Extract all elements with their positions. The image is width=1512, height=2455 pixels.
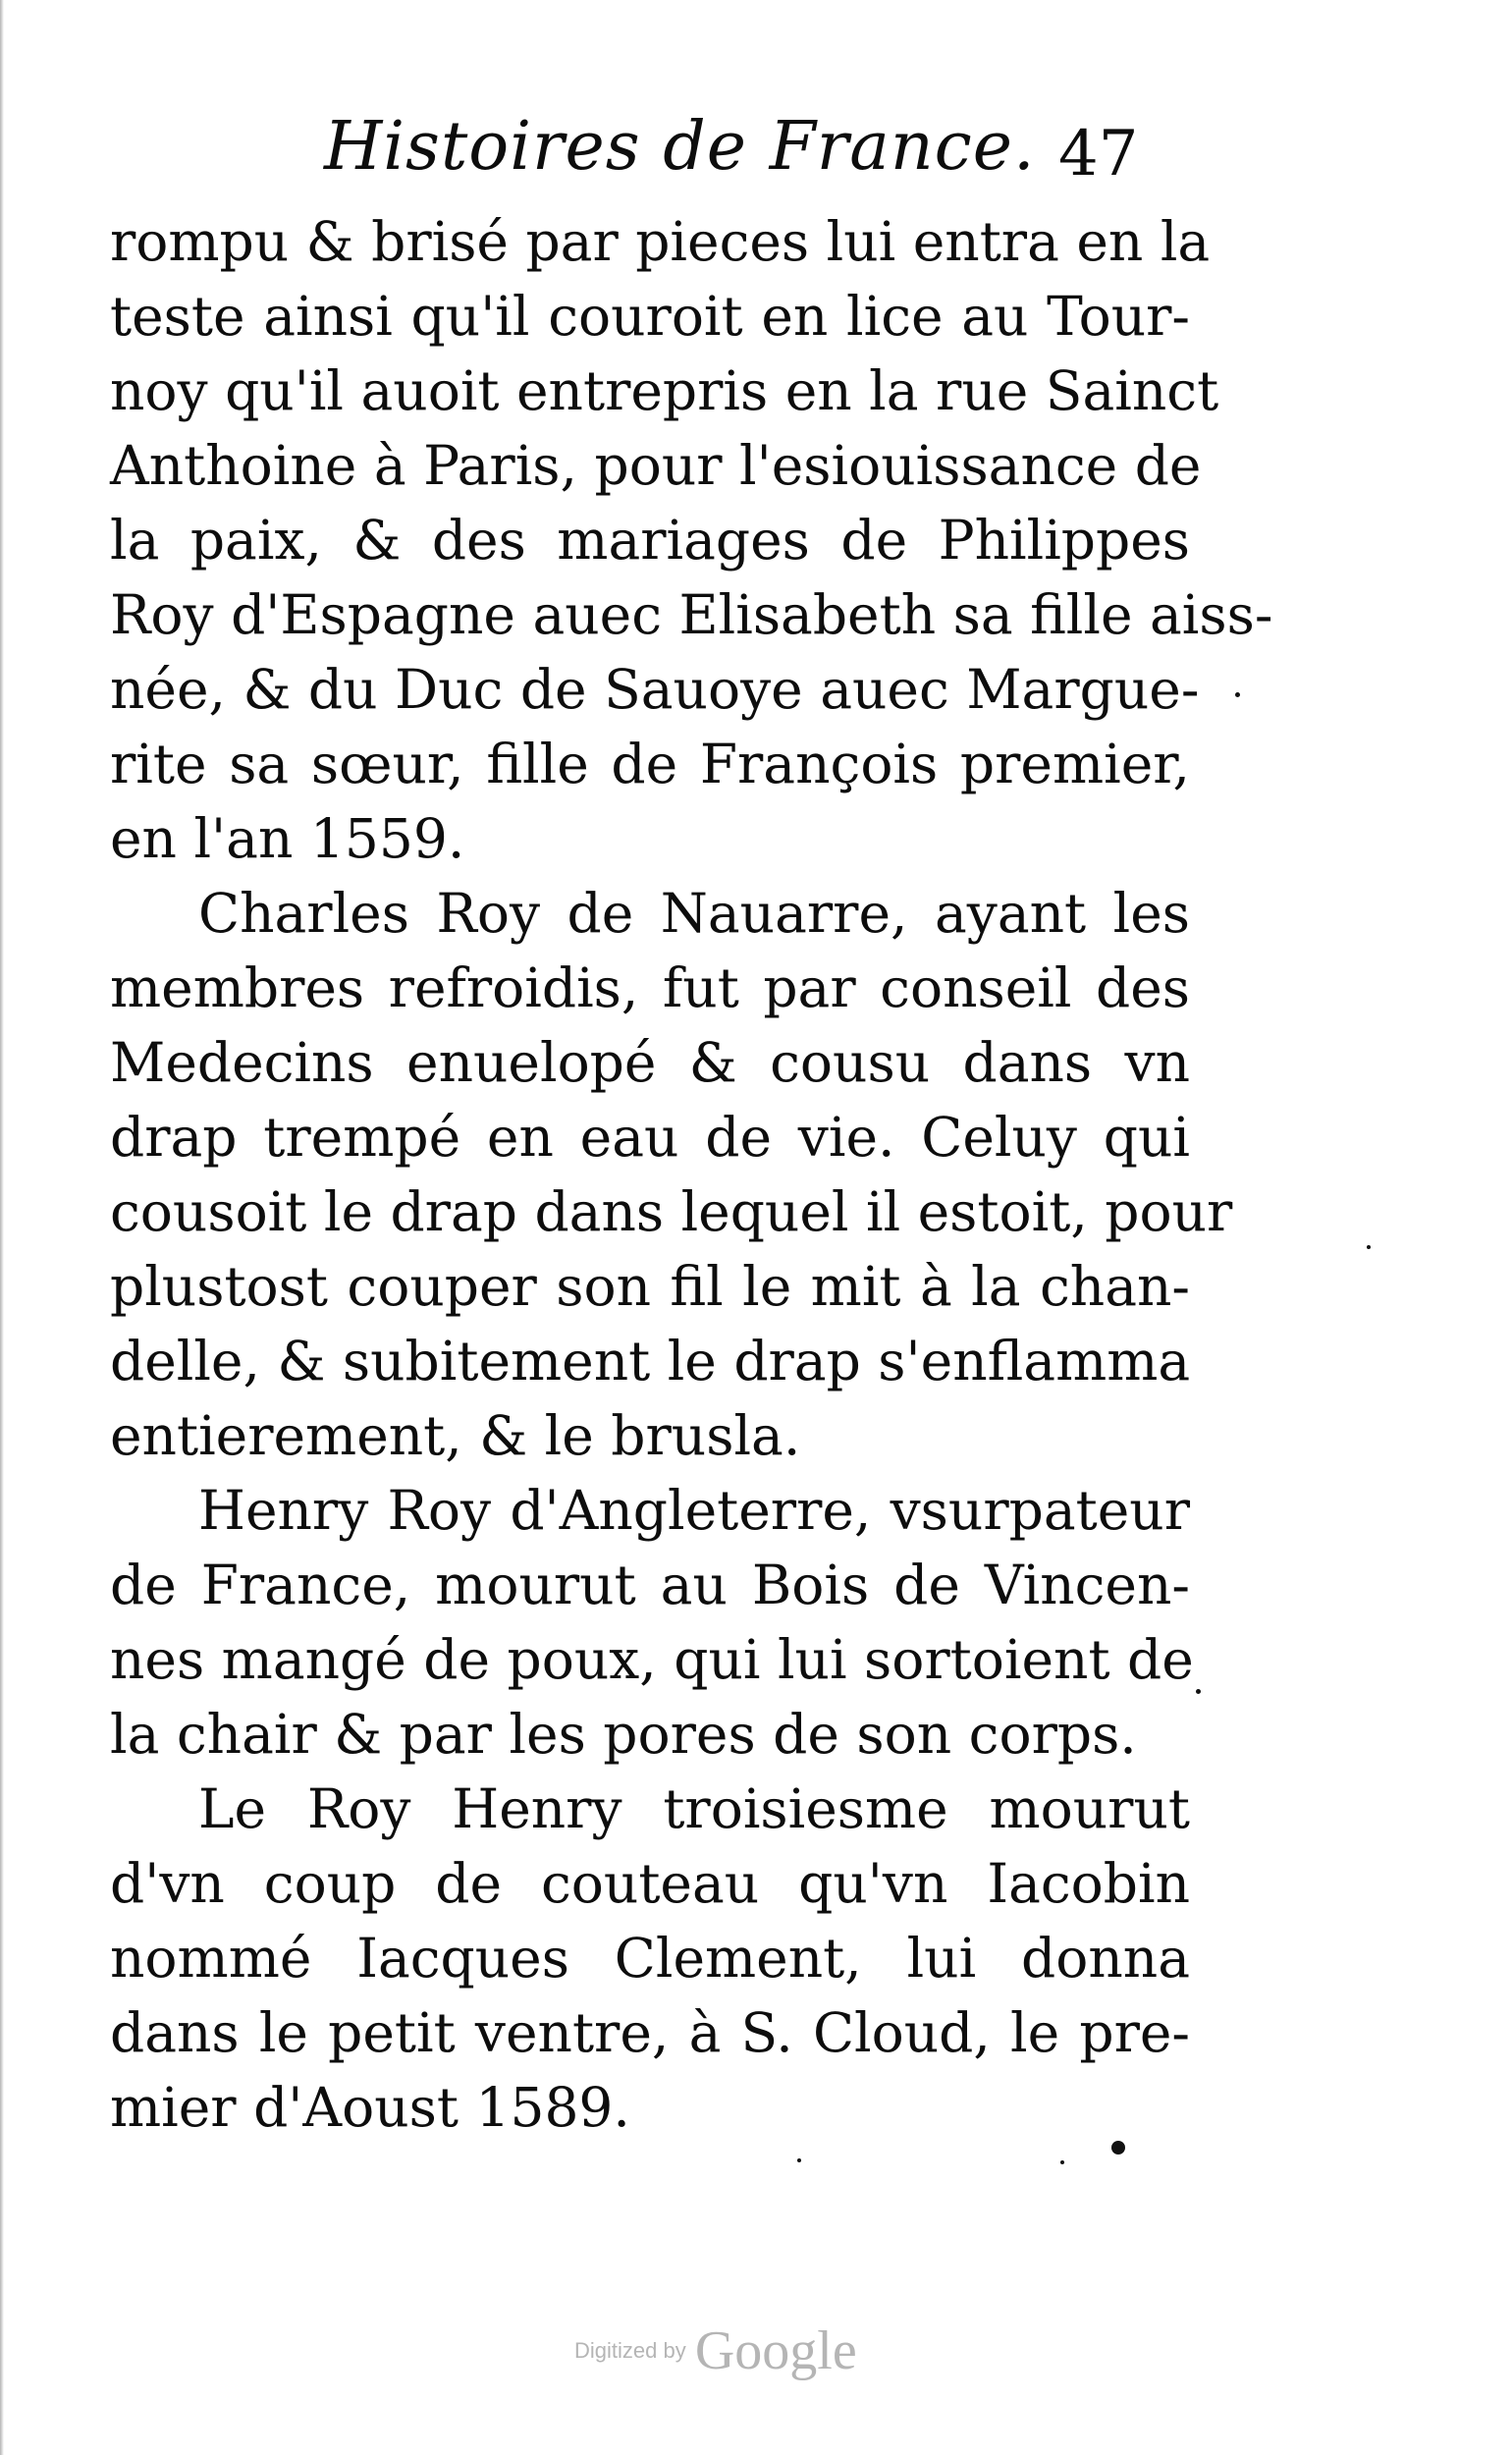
digitized-label: Digitized by — [574, 2338, 686, 2363]
text-line: de France, mourut au Bois de Vincen- — [110, 1554, 1190, 1616]
body-text — [110, 204, 1273, 2145]
paragraph-2 — [110, 876, 1233, 1473]
ink-speck — [1111, 2141, 1125, 2155]
ink-speck — [1367, 1245, 1371, 1249]
text-line: Medecins enuelopé & cousu dans vn — [110, 1031, 1190, 1094]
text-line: drap trempé en eau de vie. Celuy qui — [110, 1106, 1190, 1169]
text-line: nommé Iacques Clement, lui donna — [110, 1927, 1190, 1990]
page-number: 47 — [1058, 118, 1139, 191]
text-line: d'vn coup de couteau qu'vn Iacobin — [110, 1852, 1190, 1915]
text-line: noy qu'il auoit entrepris en la rue Sainct — [110, 359, 1219, 422]
text-line: rompu & brisé par pieces lui entra en la — [110, 210, 1211, 273]
text-line: en l'an 1559. — [110, 807, 465, 870]
paragraph-4 — [110, 1772, 1190, 2145]
page-edge-shadow — [0, 0, 4, 2455]
ink-speck — [797, 2158, 801, 2162]
google-logo: Google — [694, 2320, 857, 2381]
text-line: entierement, & le brusla. — [110, 1404, 801, 1467]
text-line: Charles Roy de Nauarre, ayant les — [198, 882, 1190, 945]
ink-speck — [1196, 1689, 1201, 1694]
text-line: Roy d'Espagne auec Elisabeth sa fille aiss- — [110, 583, 1273, 646]
text-line: plustost couper son fil le mit à la chan- — [110, 1255, 1190, 1318]
text-line: cousoit le drap dans lequel il estoit, pour — [110, 1180, 1233, 1243]
text-line: Le Roy Henry troisiesme mourut — [198, 1777, 1190, 1840]
text-line: la chair & par les pores de son corps. — [110, 1703, 1137, 1766]
text-line: dans le petit ventre, à S. Cloud, le pre- — [110, 2001, 1190, 2064]
digitized-by-watermark — [574, 2319, 857, 2382]
text-line: teste ainsi qu'il couroit en lice au Tour- — [110, 285, 1190, 348]
paragraph-1 — [110, 204, 1273, 876]
text-line: delle, & subitement le drap s'enflamma — [110, 1330, 1191, 1392]
paragraph-3 — [110, 1473, 1194, 1772]
ink-speck — [1235, 692, 1240, 697]
text-line: membres refroidis, fut par conseil des — [110, 956, 1190, 1019]
running-title: Histoires de France. — [324, 108, 1036, 186]
ink-speck — [1060, 2160, 1064, 2164]
text-line: Anthoine à Paris, pour l'esiouissance de — [110, 434, 1202, 497]
text-line: la paix, & des mariages de Philippes — [110, 509, 1190, 572]
text-line: Henry Roy d'Angleterre, vsurpateur — [198, 1479, 1190, 1542]
text-line: mier d'Aoust 1589. — [110, 2076, 630, 2139]
text-line: nes mangé de poux, qui lui sortoient de — [110, 1628, 1194, 1691]
text-line: rite sa sœur, fille de François premier, — [110, 733, 1190, 795]
text-line: née, & du Duc de Sauoye auec Margue- — [110, 658, 1200, 721]
